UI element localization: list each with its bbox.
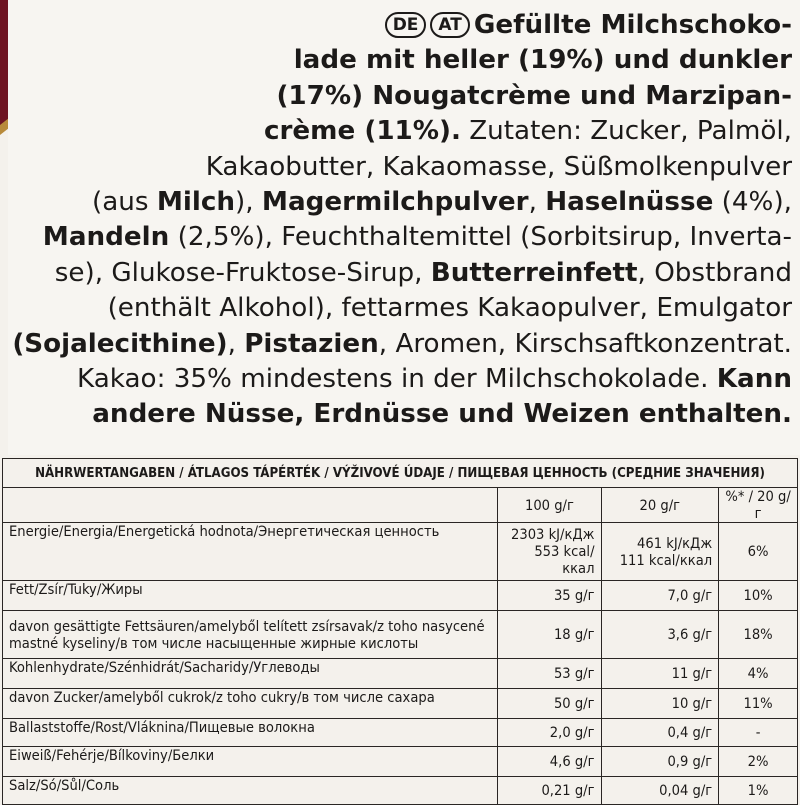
ingredients-part: , Obstbrand — [637, 257, 792, 288]
percent-value — [719, 777, 798, 805]
nutrient-label — [3, 719, 498, 747]
value-100g-line: 53 g/г — [553, 665, 595, 682]
ingredients-line — [0, 8, 792, 43]
table-row — [3, 581, 798, 611]
value-20g-line: 0,04 g/г — [659, 782, 713, 799]
nutrient-label-line: Salz/Só/Sůl/Соль — [9, 777, 120, 794]
value-20g-line: 10 g/г — [671, 695, 713, 712]
value-100g-line: 50 g/г — [553, 695, 595, 712]
value-20g-line2: 111 kcal/ккал — [619, 551, 713, 569]
value-100g-line: 18 g/г — [553, 626, 595, 643]
percent-value — [719, 689, 798, 719]
table-row — [3, 747, 798, 777]
allergen-warning: Kann — [716, 364, 792, 395]
ingredients-line — [0, 114, 792, 149]
percent-value-line: 6% — [747, 543, 769, 560]
header-empty — [3, 488, 498, 523]
value-100g-line: 2,0 g/г — [549, 724, 595, 741]
nutrient-label-line: Kohlenhydrate/Szénhidrát/Sacharidy/Углеводы — [9, 659, 320, 676]
nutrient-label — [3, 581, 498, 611]
ingredients-part: , — [227, 328, 245, 359]
header-100g: 100 g/г — [498, 488, 601, 523]
percent-value-line: 18% — [743, 626, 773, 643]
product-name: Gefüllte Milchschoko- — [473, 10, 792, 40]
ingredients-line — [0, 150, 792, 185]
nutrient-label — [3, 689, 498, 719]
allergen: Milch — [156, 187, 236, 218]
allergen: Mandeln — [42, 222, 170, 253]
ingredients-line — [0, 362, 792, 397]
nutrient-label — [3, 659, 498, 689]
ingredients-line — [0, 397, 792, 432]
percent-value-line: 10% — [743, 587, 773, 604]
nutrient-label — [3, 611, 498, 659]
value-100g — [498, 659, 601, 689]
table-row — [3, 719, 798, 747]
value-100g — [498, 719, 601, 747]
ingredients-line — [0, 256, 792, 291]
value-20g — [601, 523, 719, 581]
product-name-cont: (17%) Nougatcrème und Marzipan- — [276, 80, 792, 111]
nutrient-label-line2: mastné kyseliny/в том числе насыщенные жирные кислоты — [9, 634, 419, 652]
value-100g-line: 35 g/г — [553, 587, 595, 604]
allergen-warning: andere Nüsse, Erdnüsse und Weizen enthalten. — [92, 399, 792, 430]
value-100g-line: 2303 kJ/кДж — [511, 526, 595, 543]
allergen: Butterreinfett — [430, 257, 638, 288]
header-20g: 20 g/г — [601, 488, 719, 523]
percent-value — [719, 719, 798, 747]
percent-value — [719, 659, 798, 689]
ingredients-line — [0, 220, 792, 255]
percent-value-line: 11% — [743, 695, 773, 712]
ingredients-line — [0, 43, 792, 78]
value-20g-line: 461 kJ/кДж — [637, 534, 713, 552]
value-100g — [498, 747, 601, 777]
value-20g — [601, 659, 719, 689]
percent-value-line: 4% — [747, 665, 769, 682]
nutrient-label — [3, 523, 498, 581]
value-20g — [601, 581, 719, 611]
percent-value-line: 1% — [747, 782, 769, 799]
allergen: (Sojalecithine) — [12, 328, 228, 359]
value-20g — [601, 777, 719, 805]
allergen: Magermilchpulver — [261, 187, 529, 218]
ingredients-text — [0, 8, 800, 433]
value-20g-line: 0,9 g/г — [667, 753, 713, 770]
ingredients-part: (4%), — [713, 187, 792, 218]
nutrition-header-row — [3, 488, 798, 523]
table-row — [3, 611, 798, 659]
value-100g — [498, 581, 601, 611]
table-row — [3, 659, 798, 689]
product-name-cont: lade mit heller (19%) und dunkler — [293, 45, 792, 76]
value-20g-line: 7,0 g/г — [667, 587, 713, 604]
nutrient-label-line: Ballaststoffe/Rost/Vláknina/Пищевые волокна — [9, 719, 315, 736]
value-20g — [601, 747, 719, 777]
nutrient-label — [3, 777, 498, 805]
ingredients-part: , — [528, 187, 546, 218]
value-20g-line: 0,4 g/г — [667, 724, 713, 741]
country-badge-de: DE — [385, 12, 427, 38]
cocoa-content: Kakao: 35% mindestens in der Milchschokolade. — [77, 364, 717, 395]
ingredients-start: Zutaten: Zucker, Palmöl, — [460, 116, 792, 147]
nutrient-label-line: davon gesättigte Fettsäuren/amelyből telített zsírsavak/z toho nasycené — [9, 617, 485, 635]
nutrition-title: NÄHRWERTANGABEN / ÁTLAGOS TÁPÉRTÉK / VÝŽIVOVÉ ÚDAJE / ПИЩЕВАЯ ЦЕННОСТЬ (СРЕДНИЕ ЗНАЧЕНИЯ) — [3, 459, 798, 488]
nutrient-label-line: davon Zucker/amelyből cukrok/z toho cukry/в том числе сахара — [9, 689, 435, 706]
ingredients-part: (2,5%), Feuchthaltemittel (Sorbitsirup, Inverta- — [169, 222, 792, 253]
value-100g — [498, 689, 601, 719]
ingredients-part: se), Glukose-Fruktose-Sirup, — [54, 257, 431, 288]
nutrient-label — [3, 747, 498, 777]
ingredients-part: , Aromen, Kirschsaftkonzentrat. — [378, 328, 792, 359]
value-20g — [601, 611, 719, 659]
percent-value-line: - — [755, 724, 761, 741]
allergen: Haselnüsse — [545, 187, 714, 218]
ingredients-part: ), — [235, 187, 262, 218]
ingredients-part: (enthält Alkohol), fettarmes Kakaopulver, Emulgator — [107, 293, 792, 324]
value-100g — [498, 611, 601, 659]
table-row — [3, 523, 798, 581]
table-row — [3, 777, 798, 805]
allergen: Pistazien — [244, 328, 379, 359]
table-row — [3, 689, 798, 719]
value-100g-line2: 553 kcal/ккал — [534, 543, 595, 577]
value-20g-line: 11 g/г — [671, 665, 713, 682]
ingredients-part: (aus — [91, 187, 157, 218]
nutrition-body — [3, 523, 798, 805]
value-100g-line: 0,21 g/г — [541, 782, 595, 799]
percent-value-line: 2% — [747, 753, 769, 770]
ingredients-part: Kakaobutter, Kakaomasse, Süßmolkenpulver — [205, 151, 792, 182]
product-name-cont: crème (11%). — [263, 116, 461, 147]
value-100g — [498, 777, 601, 805]
country-badge-at: AT — [430, 12, 469, 38]
ingredients-line — [0, 79, 792, 114]
header-percent: %* / 20 g/г — [719, 488, 798, 523]
percent-value — [719, 611, 798, 659]
nutrient-label-line: Fett/Zsír/Tuky/Жиры — [9, 581, 143, 598]
percent-value — [719, 581, 798, 611]
nutrition-table — [2, 458, 798, 805]
ingredients-line — [0, 185, 792, 220]
value-20g-line: 3,6 g/г — [667, 626, 713, 643]
ingredients-line — [0, 327, 792, 362]
value-20g — [601, 719, 719, 747]
percent-value — [719, 523, 798, 581]
nutrient-label-line: Eiweiß/Fehérje/Bílkoviny/Белки — [9, 747, 215, 764]
value-100g-line: 4,6 g/г — [549, 753, 595, 770]
value-20g — [601, 689, 719, 719]
percent-value — [719, 747, 798, 777]
nutrition-title-row — [3, 459, 798, 488]
ingredients-line — [0, 291, 792, 326]
nutrient-label-line: Energie/Energia/Energetická hodnota/Энергетическая ценность — [9, 523, 440, 540]
value-100g — [498, 523, 601, 581]
